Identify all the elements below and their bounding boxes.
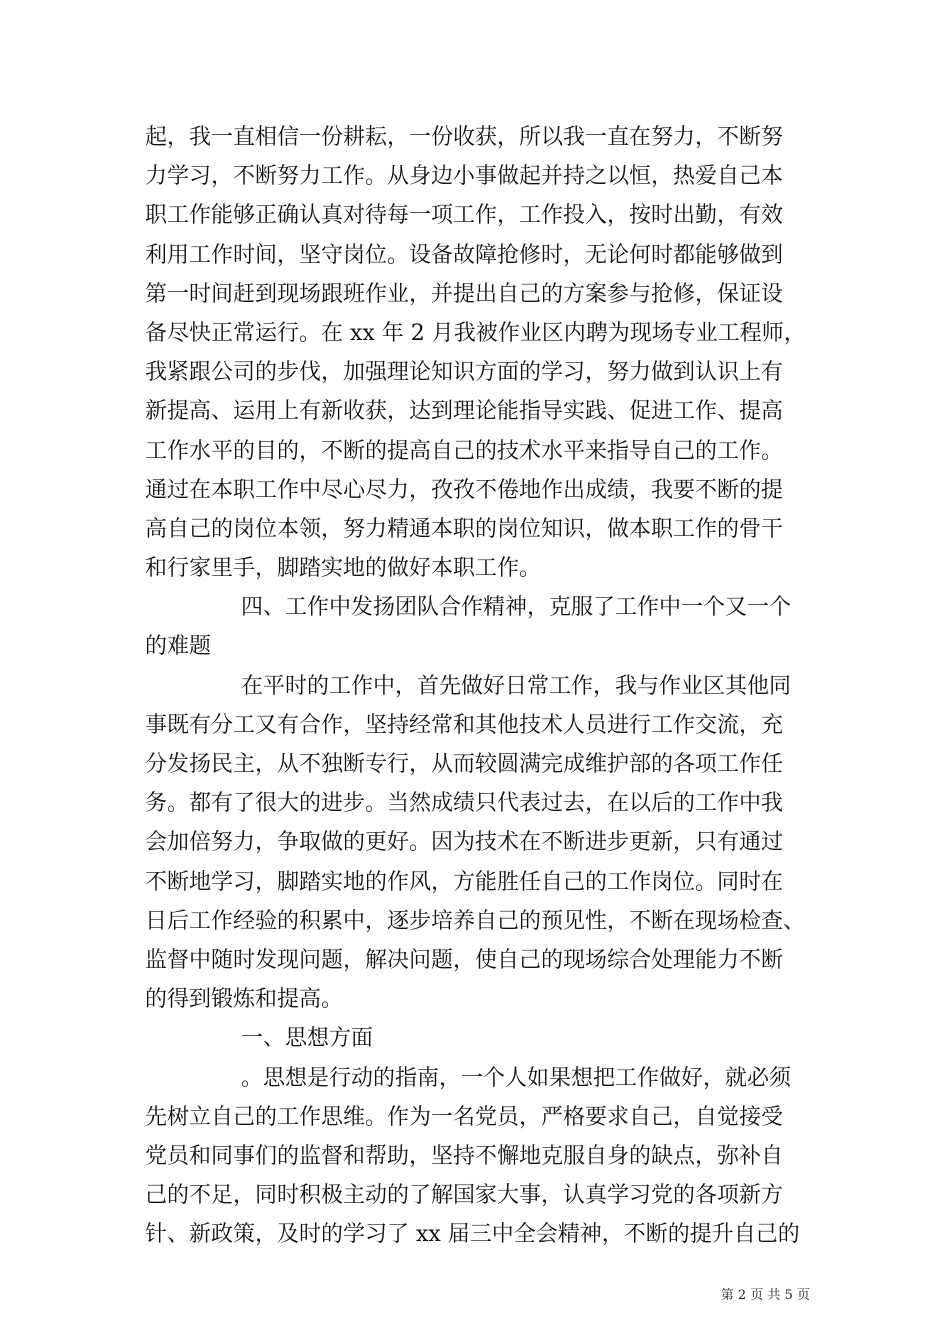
text-line: 我紧跟公司的步伐，加强理论知识方面的学习，努力做到认识上有 [145, 360, 784, 386]
text-line: 职工作能够正确认真对待每一项工作，工作投入，按时出勤，有效 [145, 203, 784, 229]
text-line: 工作水平的目的，不断的提高自己的技术水平来指导自己的工作。 [145, 438, 784, 464]
page-number-footer: 第 2 页 共 5 页 [720, 1288, 810, 1303]
section-heading-four: 四、工作中发扬团队合作精神，克服了工作中一个又一个 [241, 595, 792, 621]
text-line: 先树立自己的工作思维。作为一名党员，严格要求自己，自觉接受 [145, 1104, 784, 1130]
text-line: 第一时间赶到现场跟班作业，并提出自己的方案参与抢修，保证设 [145, 281, 784, 307]
text-line: 监督中随时发现问题，解决问题，使自己的现场综合处理能力不断 [145, 947, 784, 973]
text-line: 务。都有了很大的进步。当然成绩只代表过去，在以后的工作中我 [145, 791, 784, 817]
text-line: 力学习，不断努力工作。从身边小事做起并持之以恒，热爱自己本 [145, 164, 784, 190]
text-line: 通过在本职工作中尽心尽力，孜孜不倦地作出成绩，我要不断的提 [145, 477, 784, 503]
text-line: 日后工作经验的积累中，逐步培养自己的预见性，不断在现场检查、 [145, 908, 806, 934]
text-line: 针、新政策，及时的学习了 xx 届三中全会精神，不断的提升自己的 [145, 1222, 800, 1248]
text-line: 己的不足，同时积极主动的了解国家大事，认真学习党的各项新方 [145, 1183, 784, 1209]
text-line: 起，我一直相信一份耕耘，一份收获，所以我一直在努力，不断努 [145, 125, 784, 150]
text-line: 新提高、运用上有新收获，达到理论能指导实践、促进工作、提高 [145, 399, 784, 425]
section-heading-one: 一、思想方面 [241, 1026, 374, 1052]
text-line: 事既有分工又有合作，坚持经常和其他技术人员进行工作交流，充 [145, 712, 784, 738]
text-line: 高自己的岗位本领，努力精通本职的岗位知识，做本职工作的骨干 [145, 516, 784, 542]
text-line: 备尽快正常运行。在 xx 年 2 月我被作业区内聘为现场专业工程师， [145, 320, 806, 346]
paragraph-start: 在平时的工作中，首先做好日常工作，我与作业区其他同 [241, 673, 792, 699]
text-line: 不断地学习，脚踏实地的作风，方能胜任自己的工作岗位。同时在 [145, 869, 784, 895]
text-line: 的得到锻炼和提高。 [145, 987, 344, 1013]
text-line: 和行家里手，脚踏实地的做好本职工作。 [145, 556, 542, 582]
text-line: 利用工作时间，坚守岗位。设备故障抢修时，无论何时都能够做到 [145, 242, 784, 268]
text-line: 分发扬民主，从不独断专行，从而较圆满完成维护部的各项工作任 [145, 752, 784, 777]
text-line: 会加倍努力，争取做的更好。因为技术在不断进步更新，只有通过 [145, 830, 784, 856]
paragraph-start: 。思想是行动的指南，一个人如果想把工作做好，就必须 [241, 1065, 792, 1091]
section-heading-four-continued: 的难题 [145, 634, 212, 660]
text-line: 党员和同事们的监督和帮助，坚持不懈地克服自身的缺点，弥补自 [145, 1143, 784, 1169]
body-text [145, 118, 815, 1254]
